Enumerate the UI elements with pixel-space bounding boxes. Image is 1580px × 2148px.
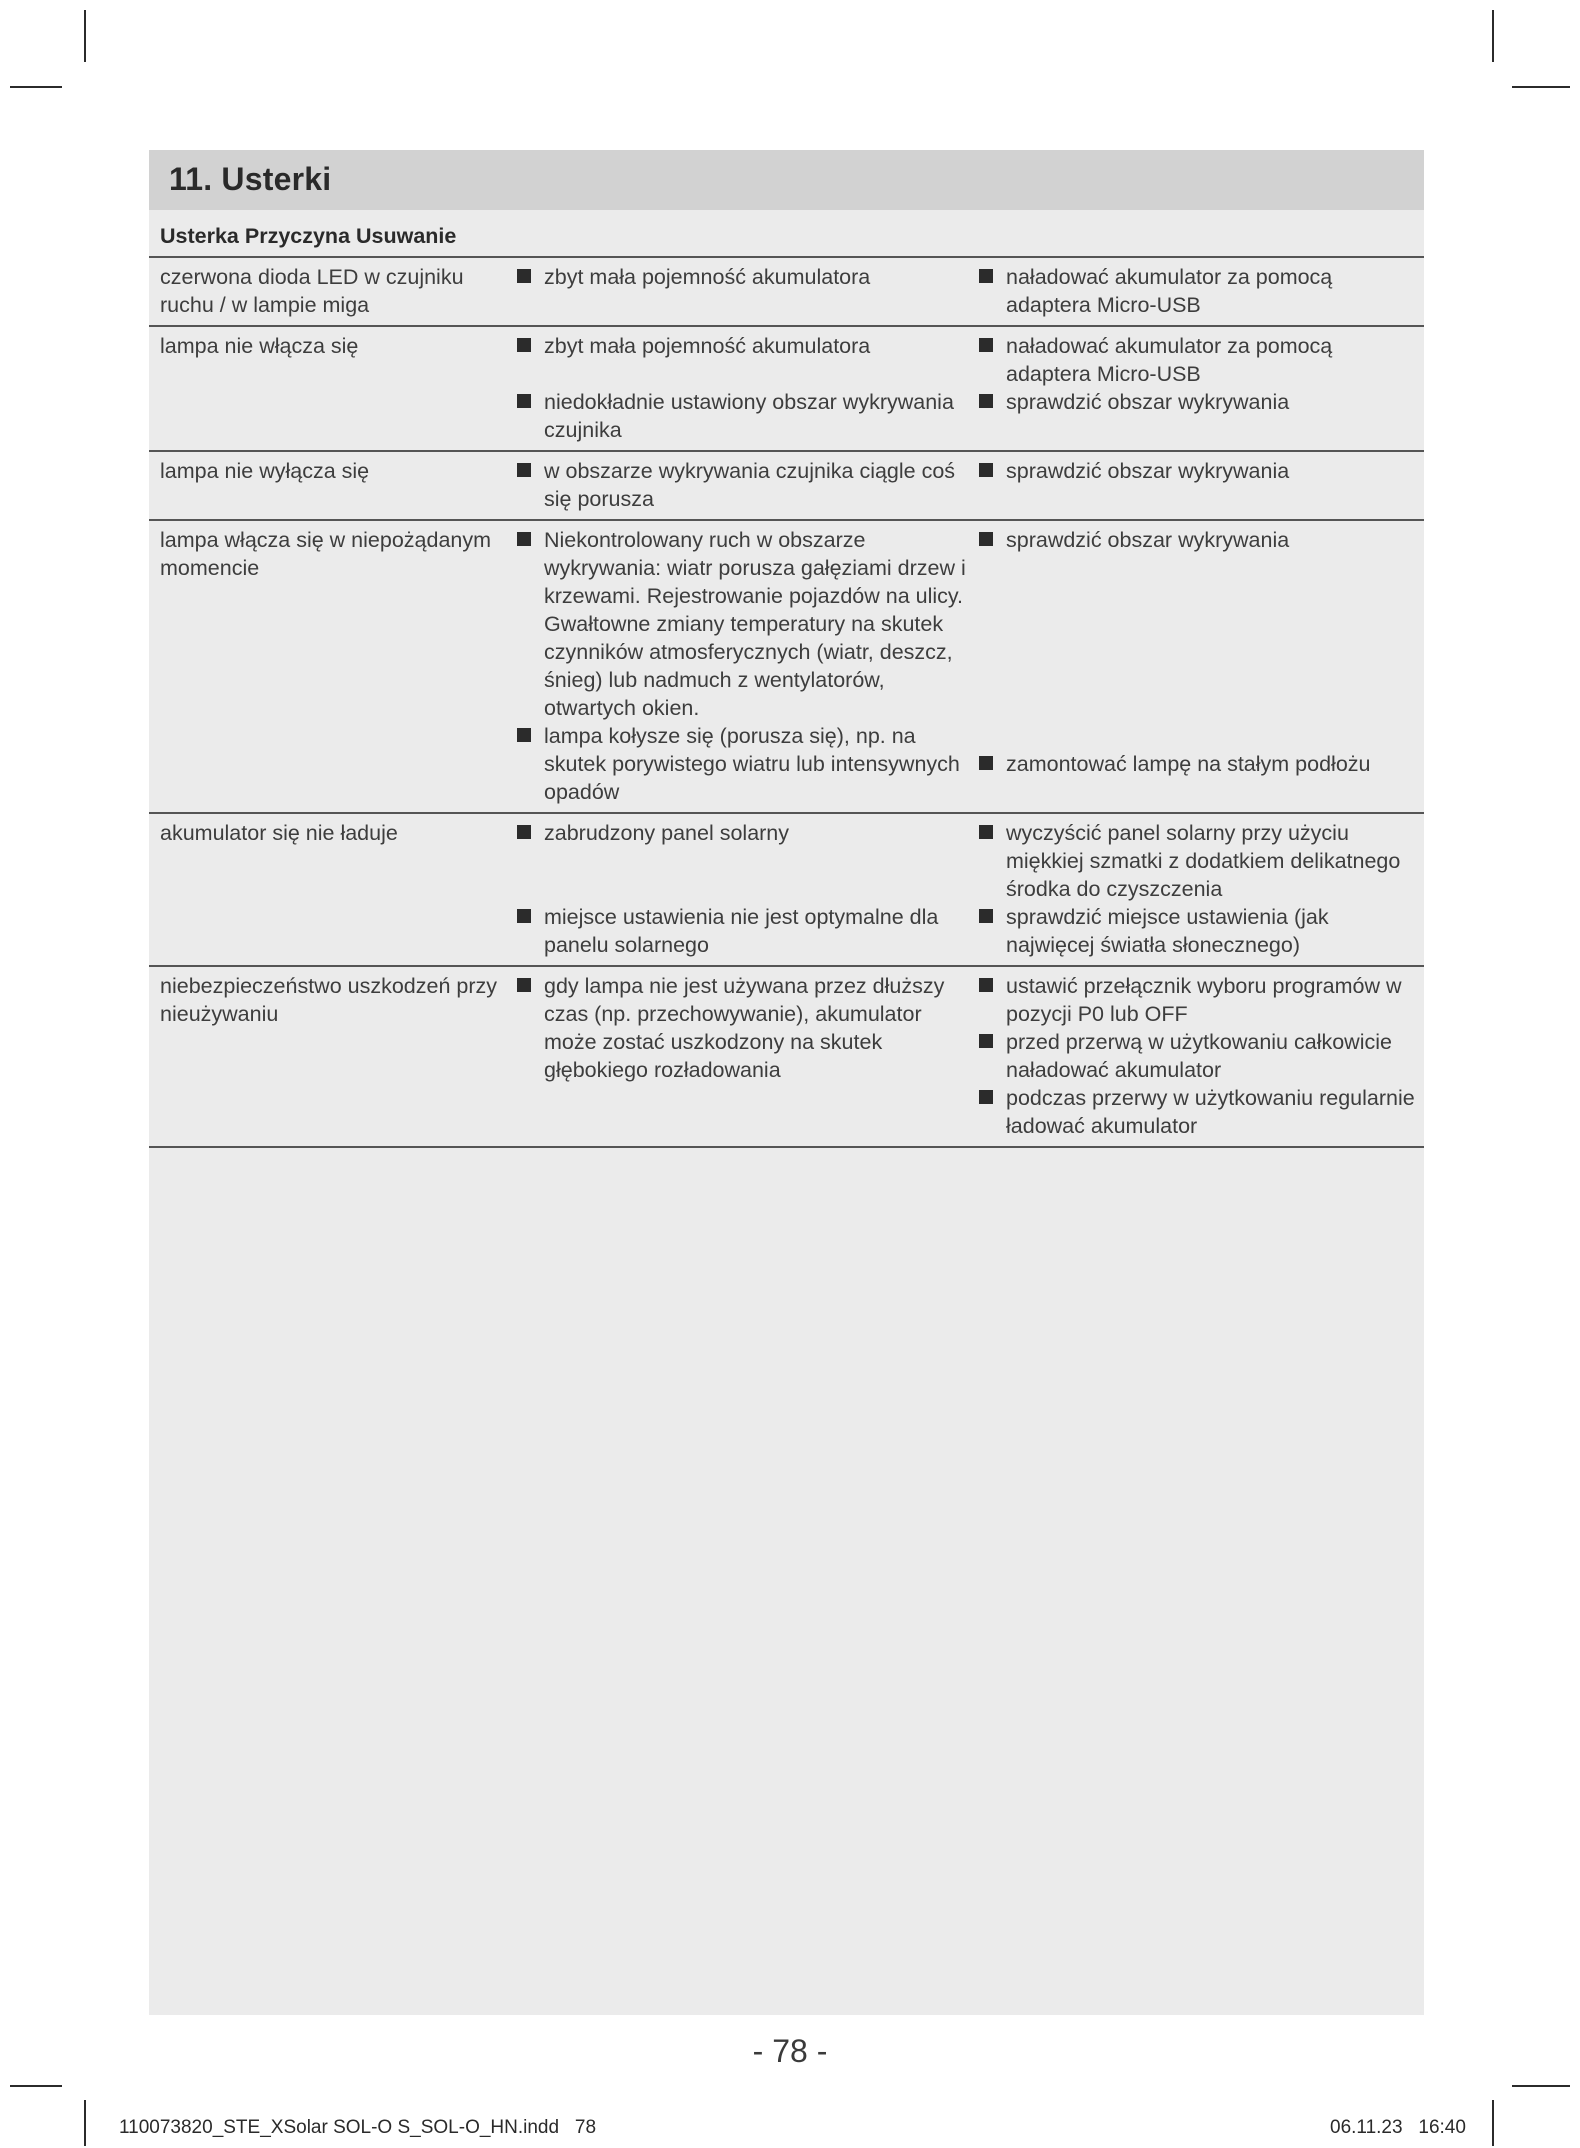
remedy-text: wyczyścić panel solarny przy użyciu miękkiej szmatki z dodatkiem delikatnego środka do czyszczenia [1006,821,1401,901]
section-title-bar [149,150,1424,210]
cause-text: lampa kołysze się (porusza się), np. na skutek porywistego wiatru lub intensywnych opadów [544,724,960,804]
spacer [514,360,966,388]
cause-item [514,526,966,722]
remedy-item [976,819,1420,903]
remedy-text: zamontować lampę na stałym podłożu [1006,752,1371,776]
fault-cell: lampa nie wyłącza się [149,451,514,520]
footer-date-time: 06.11.23 16:40 [1330,2117,1466,2138]
table-header-row [149,222,1424,257]
bullet-square-icon [517,338,531,352]
section-title: 11. Usterki [169,161,332,197]
bullet-square-icon [517,463,531,477]
bullet-square-icon [517,825,531,839]
table-row [149,813,1424,966]
table-row [149,257,1424,326]
remedy-item [976,972,1420,1028]
remedy-text: sprawdzić obszar wykrywania [1006,528,1290,552]
remedy-item [976,750,1420,778]
cause-text: w obszarze wykrywania czujnika ciągle coś się porusza [544,459,956,511]
remedy-text: sprawdzić obszar wykrywania [1006,390,1290,414]
remedy-cell [976,813,1424,966]
remedy-text: sprawdzić miejsce ustawienia (jak najwięcej światła słonecznego) [1006,905,1329,957]
cause-item [514,903,966,959]
cause-cell [514,257,976,326]
table-row [149,520,1424,813]
remedy-text: ustawić przełącznik wyboru programów w pozycji P0 lub OFF [1006,974,1402,1026]
table-row [149,966,1424,1147]
cause-cell [514,326,976,451]
crop-mark [10,86,62,88]
cause-item [514,263,966,291]
cause-text: zbyt mała pojemność akumulatora [544,334,871,358]
cause-item [514,388,966,444]
cause-text: niedokładnie ustawiony obszar wykrywania czujnika [544,390,954,442]
cause-cell [514,813,976,966]
cause-text: gdy lampa nie jest używana przez dłuższy czas (np. przechowywanie), akumulator może zostać uszkodzony na skutek głębokiego rozładowania [544,974,945,1082]
crop-mark [1492,2100,1494,2146]
remedy-item [976,332,1420,388]
crop-mark [1512,2085,1570,2087]
bullet-square-icon [979,978,993,992]
crop-mark [84,10,86,62]
remedy-text: przed przerwą w użytkowaniu całkowicie naładować akumulator [1006,1030,1392,1082]
remedy-text: sprawdzić obszar wykrywania [1006,459,1290,483]
bullet-square-icon [979,756,993,770]
cause-item [514,722,966,806]
remedy-item [976,903,1420,959]
remedy-item [976,388,1420,416]
remedy-item [976,526,1420,554]
bullet-square-icon [517,728,531,742]
table-row [149,451,1424,520]
bullet-square-icon [979,1034,993,1048]
cause-text: Niekontrolowany ruch w obszarze wykrywania: wiatr porusza gałęziami drzew i krzewami. Rejestrowanie pojazdów na ulicy. Gwałtowne zmiany temperatury na skutek czynników atmosferycznych (wiatr, deszcz, śnieg) lub nadmuch z wentylatorów, otwartych okien. [544,528,966,720]
cause-item [514,819,966,847]
remedy-cell [976,326,1424,451]
cause-item [514,457,966,513]
bullet-square-icon [979,909,993,923]
bullet-square-icon [979,269,993,283]
fault-cell: lampa nie włącza się [149,326,514,451]
bullet-square-icon [979,394,993,408]
spacer [514,847,966,903]
remedy-item [976,263,1420,319]
fault-cell: lampa włącza się w niepożądanym momencie [149,520,514,813]
crop-mark [1512,86,1570,88]
troubleshooting-table [149,222,1424,1148]
bullet-square-icon [517,978,531,992]
bullet-square-icon [517,532,531,546]
crop-mark [1492,10,1494,62]
remedy-cell [976,520,1424,813]
footer-file-name: 110073820_STE_XSolar SOL-O S_SOL-O_HN.indd 78 [119,2117,597,2138]
remedy-item [976,1028,1420,1084]
crop-mark [10,2085,62,2087]
bullet-square-icon [979,825,993,839]
bullet-square-icon [517,909,531,923]
cause-text: zabrudzony panel solarny [544,821,790,845]
cause-item [514,972,966,1084]
table-row [149,326,1424,451]
crop-mark [84,2100,86,2146]
remedy-text: naładować akumulator za pomocą adaptera Micro-USB [1006,265,1333,317]
remedy-cell [976,257,1424,326]
remedy-text: naładować akumulator za pomocą adaptera Micro-USB [1006,334,1333,386]
cause-cell [514,520,976,813]
cause-text: zbyt mała pojemność akumulatora [544,265,871,289]
fault-cell: akumulator się nie ładuje [149,813,514,966]
fault-cell: czerwona dioda LED w czujniku ruchu / w lampie miga [149,257,514,326]
cause-text: miejsce ustawienia nie jest optymalne dla panelu solarnego [544,905,939,957]
remedy-text: podczas przerwy w użytkowaniu regularnie ładować akumulator [1006,1086,1415,1138]
bullet-square-icon [517,269,531,283]
cause-item [514,332,966,360]
remedy-cell [976,966,1424,1147]
spacer [976,554,1420,750]
bullet-square-icon [979,463,993,477]
remedy-cell [976,451,1424,520]
cause-cell [514,451,976,520]
remedy-item [976,457,1420,485]
bullet-square-icon [979,338,993,352]
page-number: - 78 - [752,2033,828,2069]
bullet-square-icon [979,1090,993,1104]
bullet-square-icon [979,532,993,546]
content-panel [149,150,1424,2015]
remedy-item [976,1084,1420,1140]
cause-cell [514,966,976,1147]
bullet-square-icon [517,394,531,408]
table-header: Usterka Przyczyna Usuwanie [149,222,1424,257]
fault-cell: niebezpieczeństwo uszkodzeń przy nieużywaniu [149,966,514,1147]
